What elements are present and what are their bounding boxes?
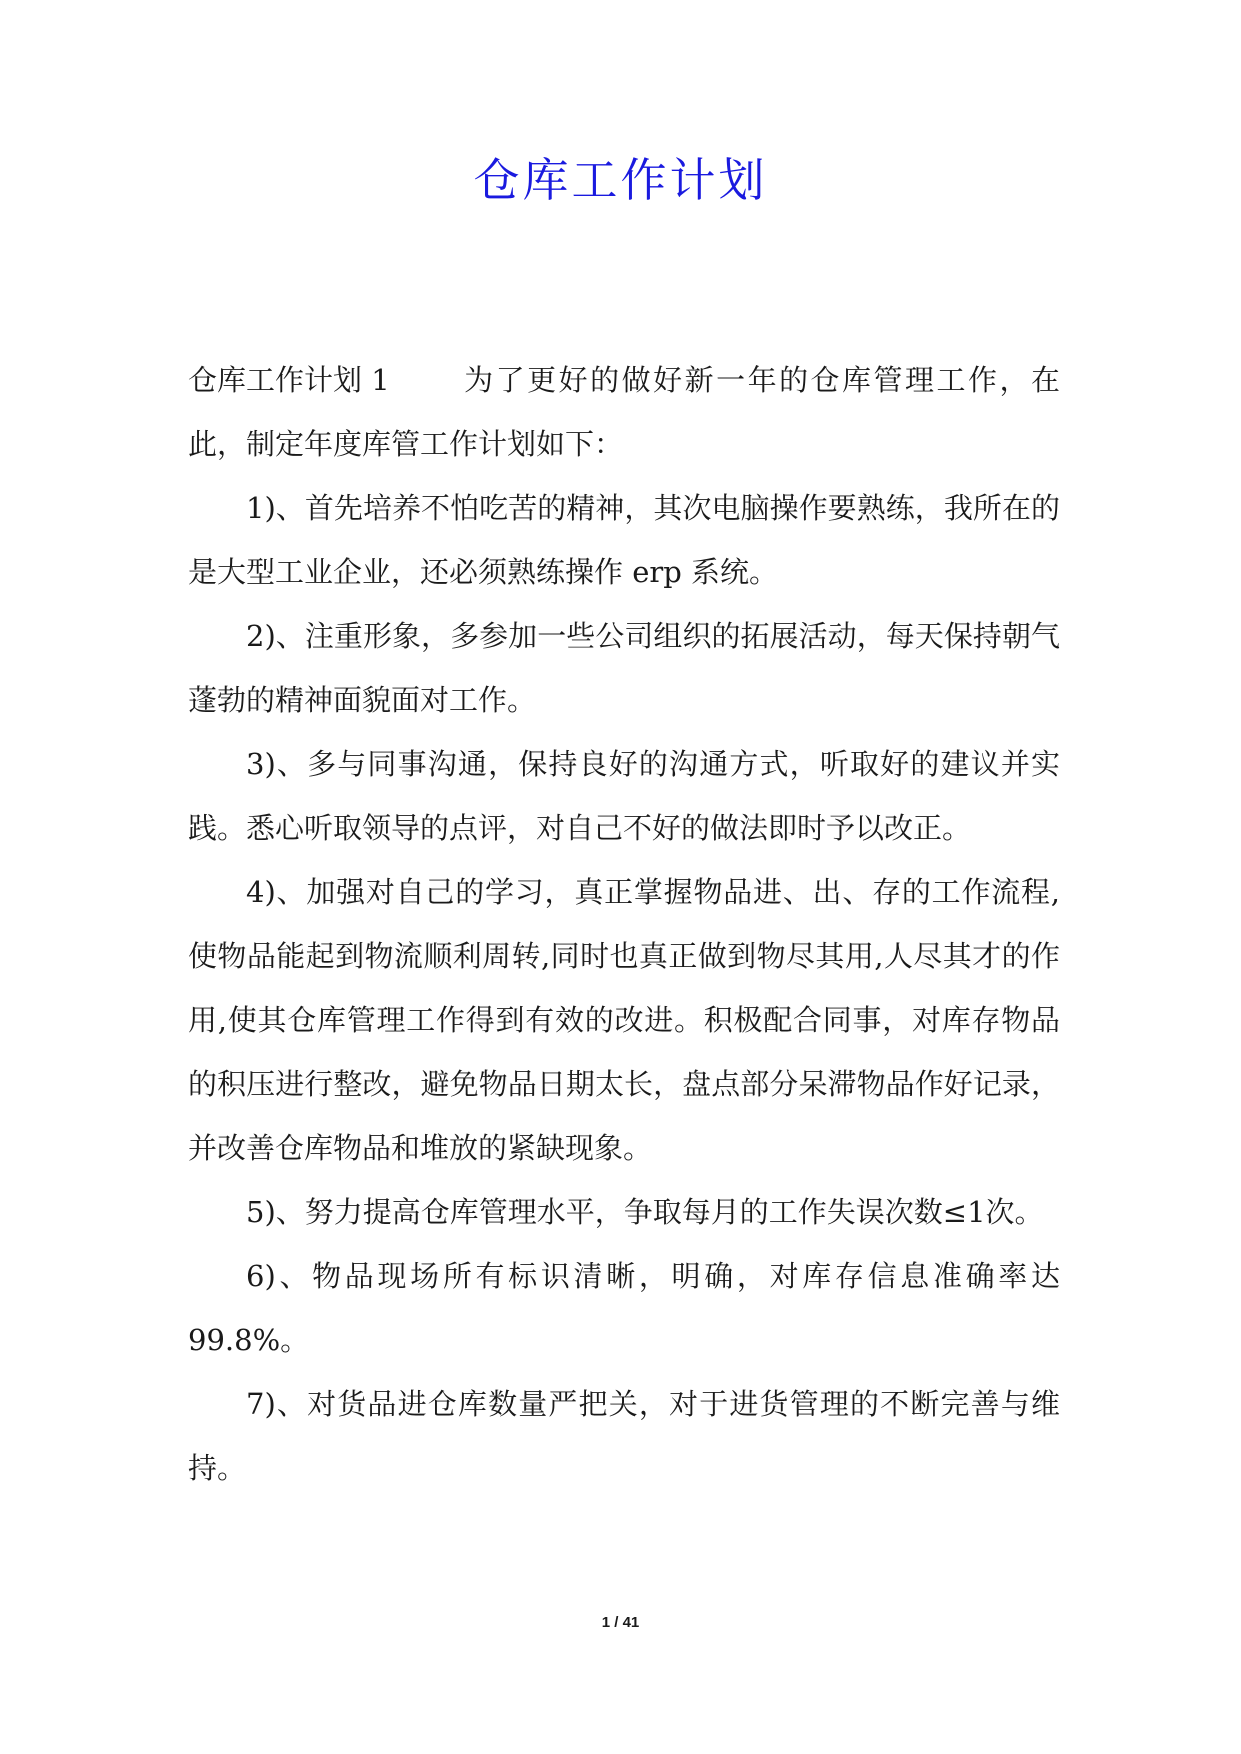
page-number: 1 / 41 xyxy=(601,1614,640,1631)
list-item: 4)、加强对自己的学习，真正掌握物品进、出、存的工作流程,使物品能起到物流顺利周转,同时也真正做到物尽其用,人尽其才的作用,使其仓库管理工作得到有效的改进。积极配合同事，对库存物品的积压进行整改，避免物品日期太长，盘点部分呆滞物品作好记录，并改善仓库物品和堆放的紧缺现象。 xyxy=(188,875,1060,1165)
list-item: 1)、首先培养不怕吃苦的精神，其次电脑操作要熟练，我所在的是大型工业企业，还必须熟练操作 erp 系统。 xyxy=(188,491,1060,589)
intro-text: 为了更好的做好新一年的仓库管理工作，在此，制定年度库管工作计划如下： xyxy=(188,363,1060,461)
plan-label: 仓库工作计划 1 xyxy=(188,363,390,397)
list-item: 6)、物品现场所有标识清晰，明确，对库存信息准确率达99.8%。 xyxy=(188,1259,1060,1357)
list-item: 2)、注重形象，多参加一些公司组织的拓展活动，每天保持朝气蓬勃的精神面貌面对工作。 xyxy=(188,619,1060,717)
intro-paragraph xyxy=(188,348,1060,476)
list-item: 7)、对货品进仓库数量严把关，对于进货管理的不断完善与维持。 xyxy=(188,1387,1060,1485)
document-body xyxy=(188,348,1060,1500)
list-item: 3)、多与同事沟通，保持良好的沟通方式，听取好的建议并实践。悉心听取领导的点评，对自己不好的做法即时予以改正。 xyxy=(188,747,1060,845)
list-item: 5)、努力提高仓库管理水平，争取每月的工作失误次数≤1次。 xyxy=(246,1195,1044,1229)
page-title: 仓库工作计划 xyxy=(473,153,768,207)
